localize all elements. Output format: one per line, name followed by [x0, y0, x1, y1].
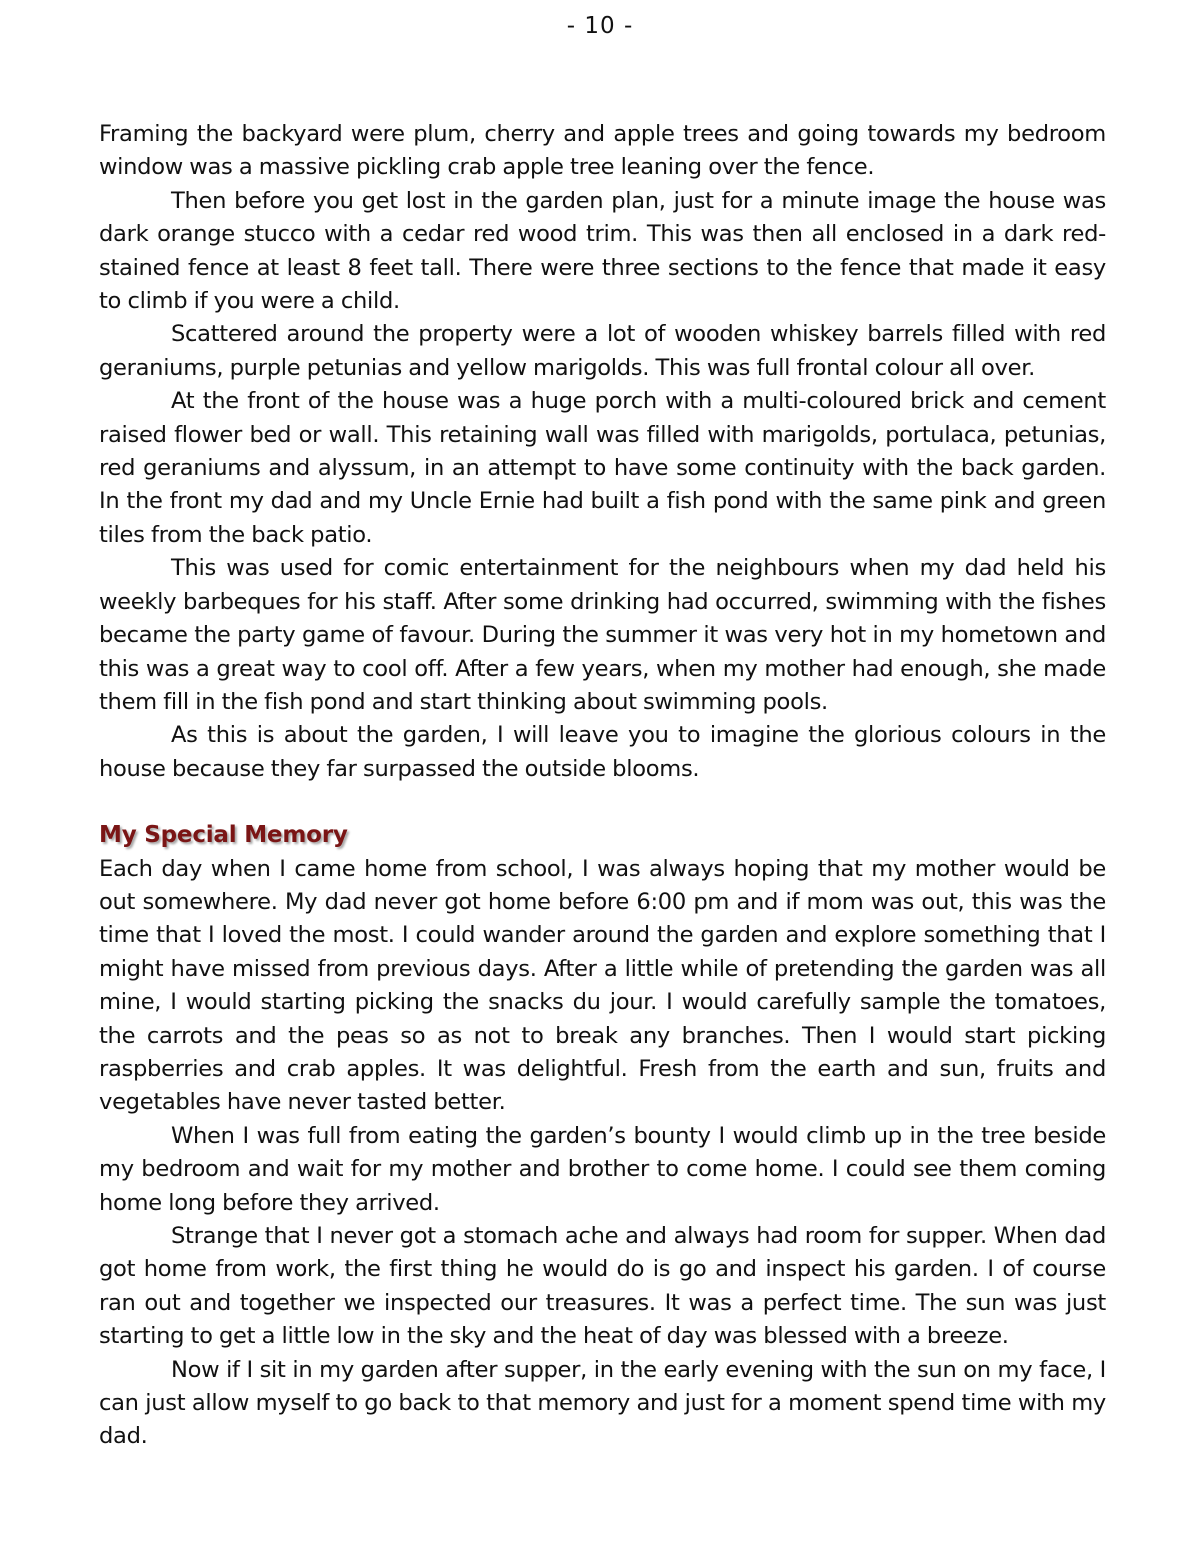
- paragraph: Then before you get lost in the garden plan, just for a minute image the house was dark orange stucco with a cedar red wood trim. This was then all enclosed in a dark red-stained fence at least 8 feet tall. There were three sections to the fence that made it easy to climb if you were a child.: [99, 187, 1106, 315]
- paragraph: Now if I sit in my garden after supper, in the early evening with the sun on my face, I can just allow myself to go back to that memory and just for a moment spend time with my dad.: [99, 1356, 1106, 1450]
- paragraph: At the front of the house was a huge porch with a multi-coloured brick and cement raised flower bed or wall. This retaining wall was filled with marigolds, portulaca, petunias, red geraniums and alyssum, in an attempt to have some continuity with the back garden. In the front my dad and my Uncle Ernie had built a fish pond with the same pink and green tiles from the back patio.: [99, 388, 1106, 548]
- paragraph: When I was full from eating the garden’s bounty I would climb up in the tree beside my bedroom and wait for my mother and brother to come home. I could see them coming home long before they arrived.: [99, 1122, 1106, 1216]
- paragraph: Strange that I never got a stomach ache and always had room for supper. When dad got home from work, the first thing he would do is go and inspect his garden. I of course ran out and together we inspected our treasures. It was a perfect time. The sun was just starting to get a little low in the sky and the heat of day was blessed with a breeze.: [99, 1223, 1106, 1350]
- page-content: [99, 118, 1106, 1454]
- section-heading: My Special Memory: [99, 822, 348, 849]
- paragraph: Framing the backyard were plum, cherry and apple trees and going towards my bedroom window was a massive pickling crab apple tree leaning over the fence.: [99, 121, 1106, 181]
- paragraph: Scattered around the property were a lot of wooden whiskey barrels filled with red geraniums, purple petunias and yellow marigolds. This was full frontal colour all over.: [99, 321, 1106, 381]
- paragraph: Each day when I came home from school, I was always hoping that my mother would be out somewhere. My dad never got home before 6:00 pm and if mom was out, this was the time that I loved the most. I could wander around the garden and explore something that I might have missed from previous days. After a little while of pretending the garden was all mine, I would starting picking the snacks du jour. I would carefully sample the tomatoes, the carrots and the peas so as not to break any branches. Then I would start picking raspberries and crab apples. It was delightful. Fresh from the earth and sun, fruits and vegetables have never tasted better.: [99, 855, 1106, 1116]
- paragraph: As this is about the garden, I will leave you to imagine the glorious colours in the house because they far surpassed the outside blooms.: [99, 722, 1106, 782]
- page-number: - 10 -: [566, 13, 634, 39]
- paragraph: This was used for comic entertainment for the neighbours when my dad held his weekly barbeques for his staff. After some drinking had occurred, swimming with the fishes became the party game of favour. During the summer it was very hot in my hometown and this was a great way to cool off. After a few years, when my mother had enough, she made them fill in the fish pond and start thinking about swimming pools.: [99, 555, 1106, 715]
